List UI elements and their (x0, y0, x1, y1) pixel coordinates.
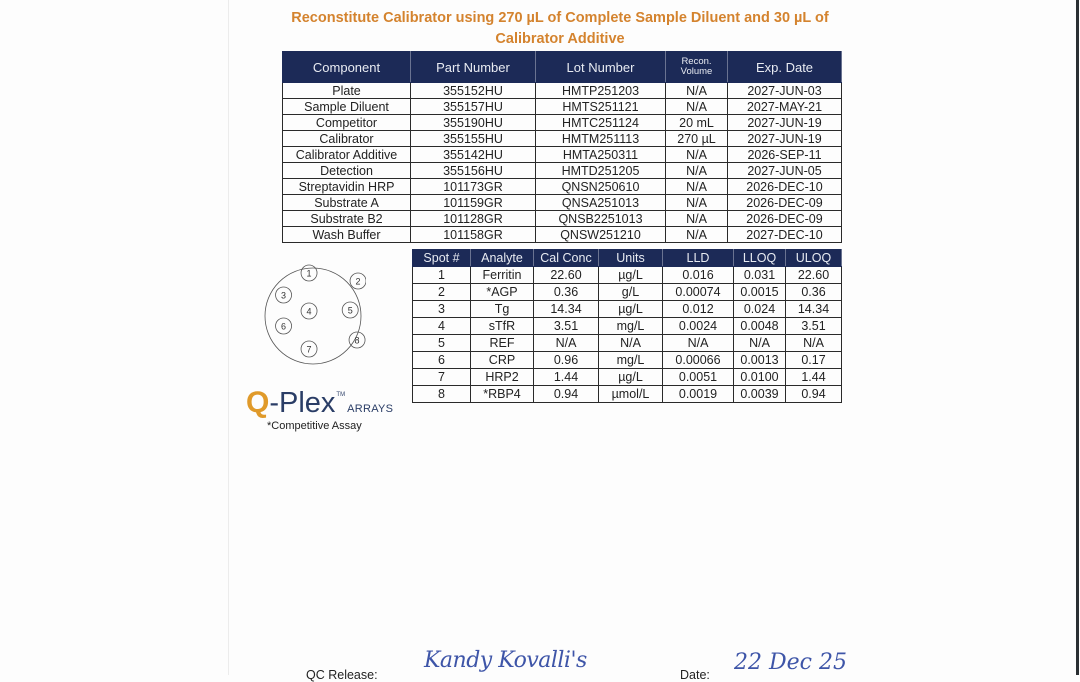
cell-lloq: 0.0013 (734, 352, 786, 369)
header-exp-date: Exp. Date (728, 52, 842, 83)
cell-spot: 3 (413, 301, 471, 318)
cell-exp-date: 2026-DEC-10 (728, 179, 842, 195)
analytes-header-row (413, 250, 842, 267)
cell-analyte: *RBP4 (471, 386, 534, 403)
cell-units: µg/L (599, 267, 663, 284)
cell-spot: 6 (413, 352, 471, 369)
cell-uloq: 22.60 (786, 267, 842, 284)
cell-spot: 1 (413, 267, 471, 284)
qplex-logo (246, 384, 393, 418)
cell-uloq: 0.94 (786, 386, 842, 403)
cell-units: mg/L (599, 352, 663, 369)
cell-units: µg/L (599, 369, 663, 386)
cell-lot-number: HMTD251205 (536, 163, 666, 179)
spot-label-6: 6 (281, 321, 287, 332)
cell-recon-volume: N/A (666, 227, 728, 243)
cell-units: N/A (599, 335, 663, 352)
logo-plex: -Plex (269, 387, 336, 419)
competitive-assay-footnote: *Competitive Assay (267, 420, 362, 432)
cell-lot-number: QNSB2251013 (536, 211, 666, 227)
spot-layout-diagram (262, 263, 366, 369)
header-spot: Spot # (413, 250, 471, 267)
cell-recon-volume: 20 mL (666, 115, 728, 131)
cell-lloq: 0.024 (734, 301, 786, 318)
cell-lld: 0.0024 (663, 318, 734, 335)
cell-lld: 0.0051 (663, 369, 734, 386)
cell-uloq: 0.36 (786, 284, 842, 301)
cell-exp-date: 2027-MAY-21 (728, 99, 842, 115)
analyte-row (413, 386, 842, 403)
cell-lot-number: HMTM251113 (536, 131, 666, 147)
cell-uloq: N/A (786, 335, 842, 352)
qc-release-label: QC Release: (306, 668, 378, 682)
cell-part-number: 355155HU (411, 131, 536, 147)
cell-exp-date: 2027-JUN-05 (728, 163, 842, 179)
component-row (283, 227, 842, 243)
cell-units: µmol/L (599, 386, 663, 403)
spot-label-7: 7 (306, 344, 312, 355)
cell-lld: 0.0019 (663, 386, 734, 403)
cell-uloq: 14.34 (786, 301, 842, 318)
cell-analyte: sTfR (471, 318, 534, 335)
header-component: Component (283, 52, 411, 83)
cell-lld: N/A (663, 335, 734, 352)
cell-part-number: 101128GR (411, 211, 536, 227)
cell-lloq: N/A (734, 335, 786, 352)
analytes-body (413, 267, 842, 403)
component-row (283, 195, 842, 211)
cell-lot-number: QNSN250610 (536, 179, 666, 195)
cell-recon-volume: N/A (666, 179, 728, 195)
cell-lot-number: QNSA251013 (536, 195, 666, 211)
spot-label-1: 1 (306, 268, 312, 279)
cell-spot: 2 (413, 284, 471, 301)
cell-lloq: 0.0015 (734, 284, 786, 301)
cell-lloq: 0.0039 (734, 386, 786, 403)
component-row (283, 211, 842, 227)
cell-part-number: 355190HU (411, 115, 536, 131)
header-part-number: Part Number (411, 52, 536, 83)
component-row (283, 115, 842, 131)
cell-lld: 0.016 (663, 267, 734, 284)
cell-spot: 5 (413, 335, 471, 352)
logo-arrays: ARRAYS (347, 403, 394, 415)
cell-analyte: Tg (471, 301, 534, 318)
cell-analyte: REF (471, 335, 534, 352)
component-row (283, 99, 842, 115)
cell-component: Calibrator Additive (283, 147, 411, 163)
cell-exp-date: 2026-DEC-09 (728, 195, 842, 211)
logo-q: Q (246, 386, 270, 419)
cell-analyte: Ferritin (471, 267, 534, 284)
component-row (283, 147, 842, 163)
cell-spot: 4 (413, 318, 471, 335)
cell-component: Plate (283, 83, 411, 99)
analyte-row (413, 301, 842, 318)
cell-cal-conc: 22.60 (534, 267, 599, 284)
spot-label-4: 4 (306, 306, 312, 317)
cell-lot-number: HMTS251121 (536, 99, 666, 115)
cell-lloq: 0.031 (734, 267, 786, 284)
logo-tm: TM (336, 392, 346, 398)
cell-recon-volume: N/A (666, 83, 728, 99)
cell-lld: 0.00066 (663, 352, 734, 369)
header-units: Units (599, 250, 663, 267)
cell-recon-volume: N/A (666, 99, 728, 115)
cell-exp-date: 2026-SEP-11 (728, 147, 842, 163)
cell-cal-conc: 14.34 (534, 301, 599, 318)
components-body (283, 83, 842, 243)
header-recon-volume-text: Recon. Volume (680, 56, 713, 77)
spot-label-2: 2 (355, 276, 361, 287)
component-row (283, 83, 842, 99)
cell-lld: 0.012 (663, 301, 734, 318)
cell-cal-conc: 0.96 (534, 352, 599, 369)
component-row (283, 179, 842, 195)
component-row (283, 163, 842, 179)
spot-label-5: 5 (347, 305, 353, 316)
analyte-row (413, 284, 842, 301)
cell-lloq: 0.0048 (734, 318, 786, 335)
cell-part-number: 101173GR (411, 179, 536, 195)
well-outline (265, 268, 361, 364)
cell-exp-date: 2027-JUN-03 (728, 83, 842, 99)
spot-label-3: 3 (281, 290, 287, 301)
components-header-row (283, 52, 842, 83)
header-lot-number: Lot Number (536, 52, 666, 83)
cell-lot-number: QNSW251210 (536, 227, 666, 243)
cell-lot-number: HMTP251203 (536, 83, 666, 99)
cell-component: Substrate B2 (283, 211, 411, 227)
cell-cal-conc: 1.44 (534, 369, 599, 386)
analyte-row (413, 267, 842, 284)
cell-recon-volume: N/A (666, 195, 728, 211)
cell-part-number: 355156HU (411, 163, 536, 179)
cell-part-number: 101158GR (411, 227, 536, 243)
cell-component: Substrate A (283, 195, 411, 211)
cell-cal-conc: 0.36 (534, 284, 599, 301)
cell-uloq: 3.51 (786, 318, 842, 335)
page-edge-right (1076, 0, 1079, 675)
date-label: Date: (680, 668, 710, 682)
header-lloq: LLOQ (734, 250, 786, 267)
title-line-1: Reconstitute Calibrator using 270 µL of Complete Sample Diluent and 30 µL of (291, 10, 829, 26)
qc-signature: Kandy Kovalli's (424, 648, 587, 673)
cell-cal-conc: N/A (534, 335, 599, 352)
cell-units: µg/L (599, 301, 663, 318)
cell-analyte: HRP2 (471, 369, 534, 386)
cell-units: mg/L (599, 318, 663, 335)
cell-lloq: 0.0100 (734, 369, 786, 386)
cell-exp-date: 2026-DEC-09 (728, 211, 842, 227)
cell-component: Streptavidin HRP (283, 179, 411, 195)
cell-exp-date: 2027-JUN-19 (728, 115, 842, 131)
date-value: 22 Dec 25 (734, 650, 847, 675)
cell-spot: 8 (413, 386, 471, 403)
cell-component: Calibrator (283, 131, 411, 147)
cell-recon-volume: N/A (666, 211, 728, 227)
page-edge-left (228, 0, 229, 675)
component-row (283, 131, 842, 147)
cell-analyte: *AGP (471, 284, 534, 301)
analyte-row (413, 369, 842, 386)
components-table (282, 51, 842, 243)
cell-component: Wash Buffer (283, 227, 411, 243)
analytes-table (412, 249, 842, 403)
cell-part-number: 355142HU (411, 147, 536, 163)
header-cal-conc: Cal Conc (534, 250, 599, 267)
analyte-row (413, 318, 842, 335)
cell-cal-conc: 3.51 (534, 318, 599, 335)
cell-recon-volume: 270 µL (666, 131, 728, 147)
cell-part-number: 101159GR (411, 195, 536, 211)
cell-exp-date: 2027-JUN-19 (728, 131, 842, 147)
cell-units: g/L (599, 284, 663, 301)
header-lld: LLD (663, 250, 734, 267)
header-recon-volume (666, 52, 728, 83)
analyte-row (413, 335, 842, 352)
cell-exp-date: 2027-DEC-10 (728, 227, 842, 243)
cell-cal-conc: 0.94 (534, 386, 599, 403)
cell-part-number: 355152HU (411, 83, 536, 99)
cell-lot-number: HMTC251124 (536, 115, 666, 131)
analyte-row (413, 352, 842, 369)
spot-label-8: 8 (354, 335, 360, 346)
cell-spot: 7 (413, 369, 471, 386)
cell-recon-volume: N/A (666, 147, 728, 163)
cell-uloq: 1.44 (786, 369, 842, 386)
cell-recon-volume: N/A (666, 163, 728, 179)
header-analyte: Analyte (471, 250, 534, 267)
cell-analyte: CRP (471, 352, 534, 369)
document-title (240, 8, 880, 50)
cell-lot-number: HMTA250311 (536, 147, 666, 163)
cell-part-number: 355157HU (411, 99, 536, 115)
cell-uloq: 0.17 (786, 352, 842, 369)
cell-component: Competitor (283, 115, 411, 131)
cell-component: Detection (283, 163, 411, 179)
cell-component: Sample Diluent (283, 99, 411, 115)
cell-lld: 0.00074 (663, 284, 734, 301)
title-line-2: Calibrator Additive (495, 31, 625, 47)
header-uloq: ULOQ (786, 250, 842, 267)
